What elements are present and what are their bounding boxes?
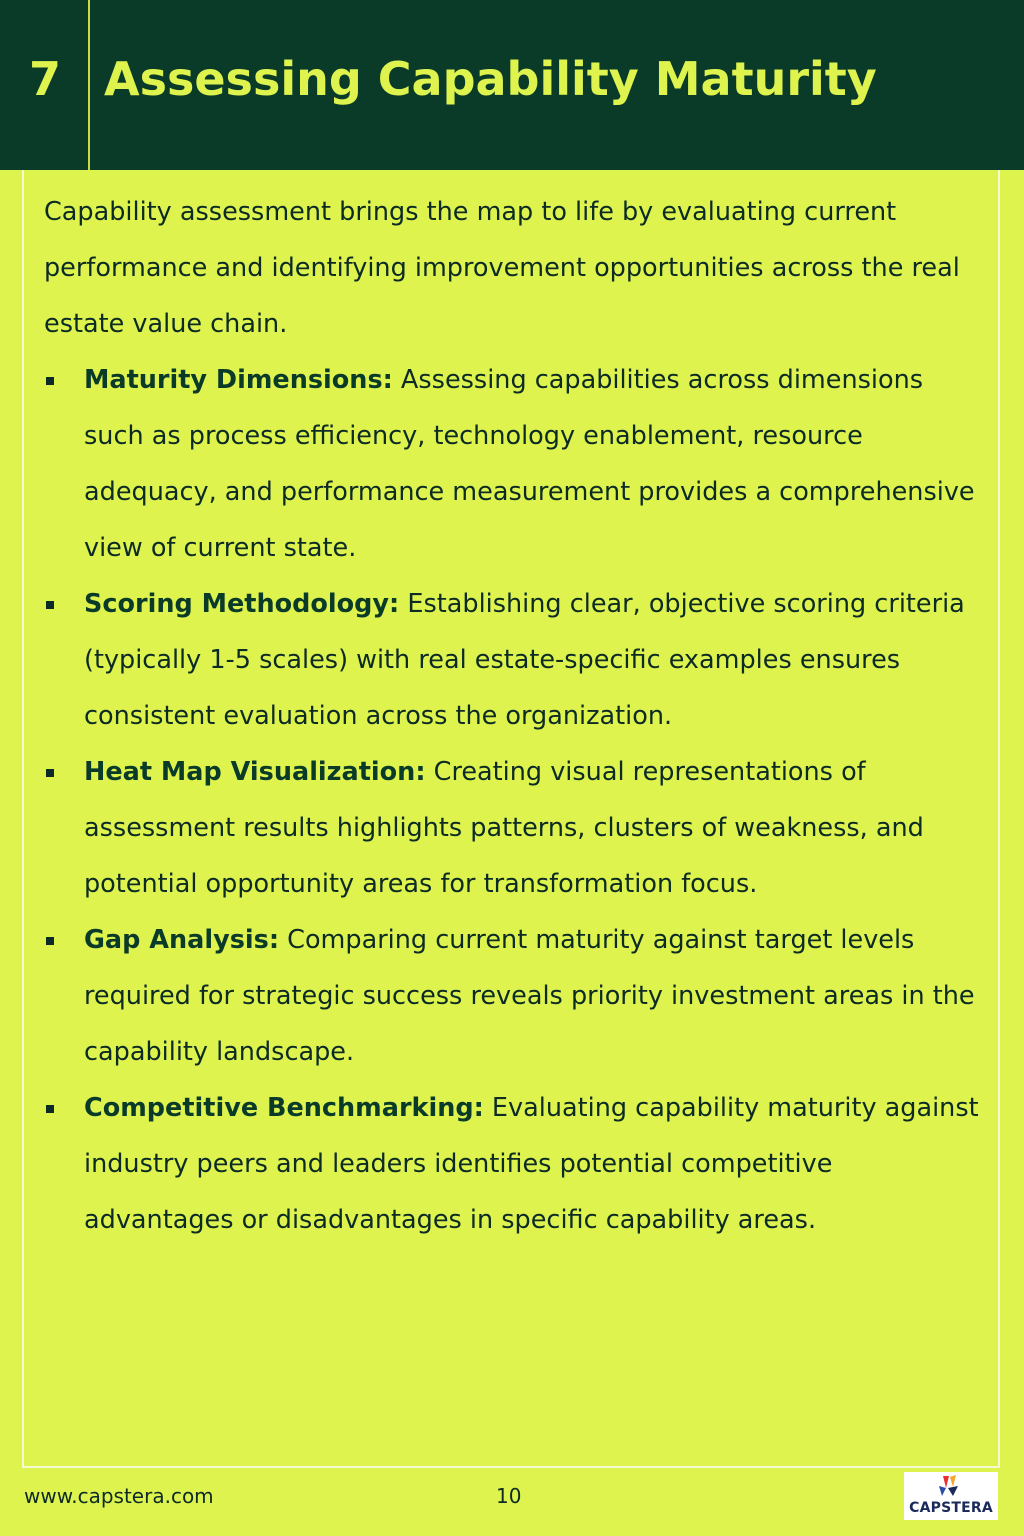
logo-mark-icon [934,1474,968,1498]
footer-website-link[interactable]: www.capstera.com [24,1484,214,1508]
bullet-text: Creating visual representations of assessment results highlights patterns, clusters of weakness, and potential opportunity areas for transformation focus. [84,757,924,899]
content-body [44,184,984,1248]
square-bullet-icon [46,937,54,945]
bullet-term: Heat Map Visualization: [84,757,426,787]
page-header [0,0,1024,170]
bullet-text: Establishing clear, objective scoring criteria (typically 1-5 scales) with real estate-specific examples ensures consistent evaluation across the organization. [84,589,965,731]
page-title: Assessing Capability Maturity [104,52,877,106]
bullet-item [44,912,984,1080]
header-divider [88,0,90,170]
bullet-term: Scoring Methodology: [84,589,400,619]
bullet-term: Maturity Dimensions: [84,365,393,395]
bullet-item [44,1080,984,1248]
square-bullet-icon [46,769,54,777]
square-bullet-icon [46,377,54,385]
bullet-text: Comparing current maturity against target levels required for strategic success reveals priority investment areas in the capability landscape. [84,925,975,1067]
bullet-term: Gap Analysis: [84,925,280,955]
square-bullet-icon [46,1105,54,1113]
capstera-logo [904,1472,998,1520]
square-bullet-icon [46,601,54,609]
bullet-text: Assessing capabilities across dimensions such as process efficiency, technology enablement, resource adequacy, and performance measurement provides a comprehensive view of current state. [84,365,975,563]
bullet-term: Competitive Benchmarking: [84,1093,484,1123]
bullet-item [44,352,984,576]
bullet-list [44,352,984,1248]
intro-paragraph: Capability assessment brings the map to life by evaluating current performance and identifying improvement opportunities across the real estate value chain. [44,197,960,339]
bullet-text: Evaluating capability maturity against industry peers and leaders identifies potential competitive advantages or disadvantages in specific capability areas. [84,1093,979,1235]
logo-text: CAPSTERA [909,1500,993,1516]
section-number: 7 [28,52,61,106]
bullet-item [44,744,984,912]
page-number: 10 [496,1484,522,1508]
bullet-item [44,576,984,744]
